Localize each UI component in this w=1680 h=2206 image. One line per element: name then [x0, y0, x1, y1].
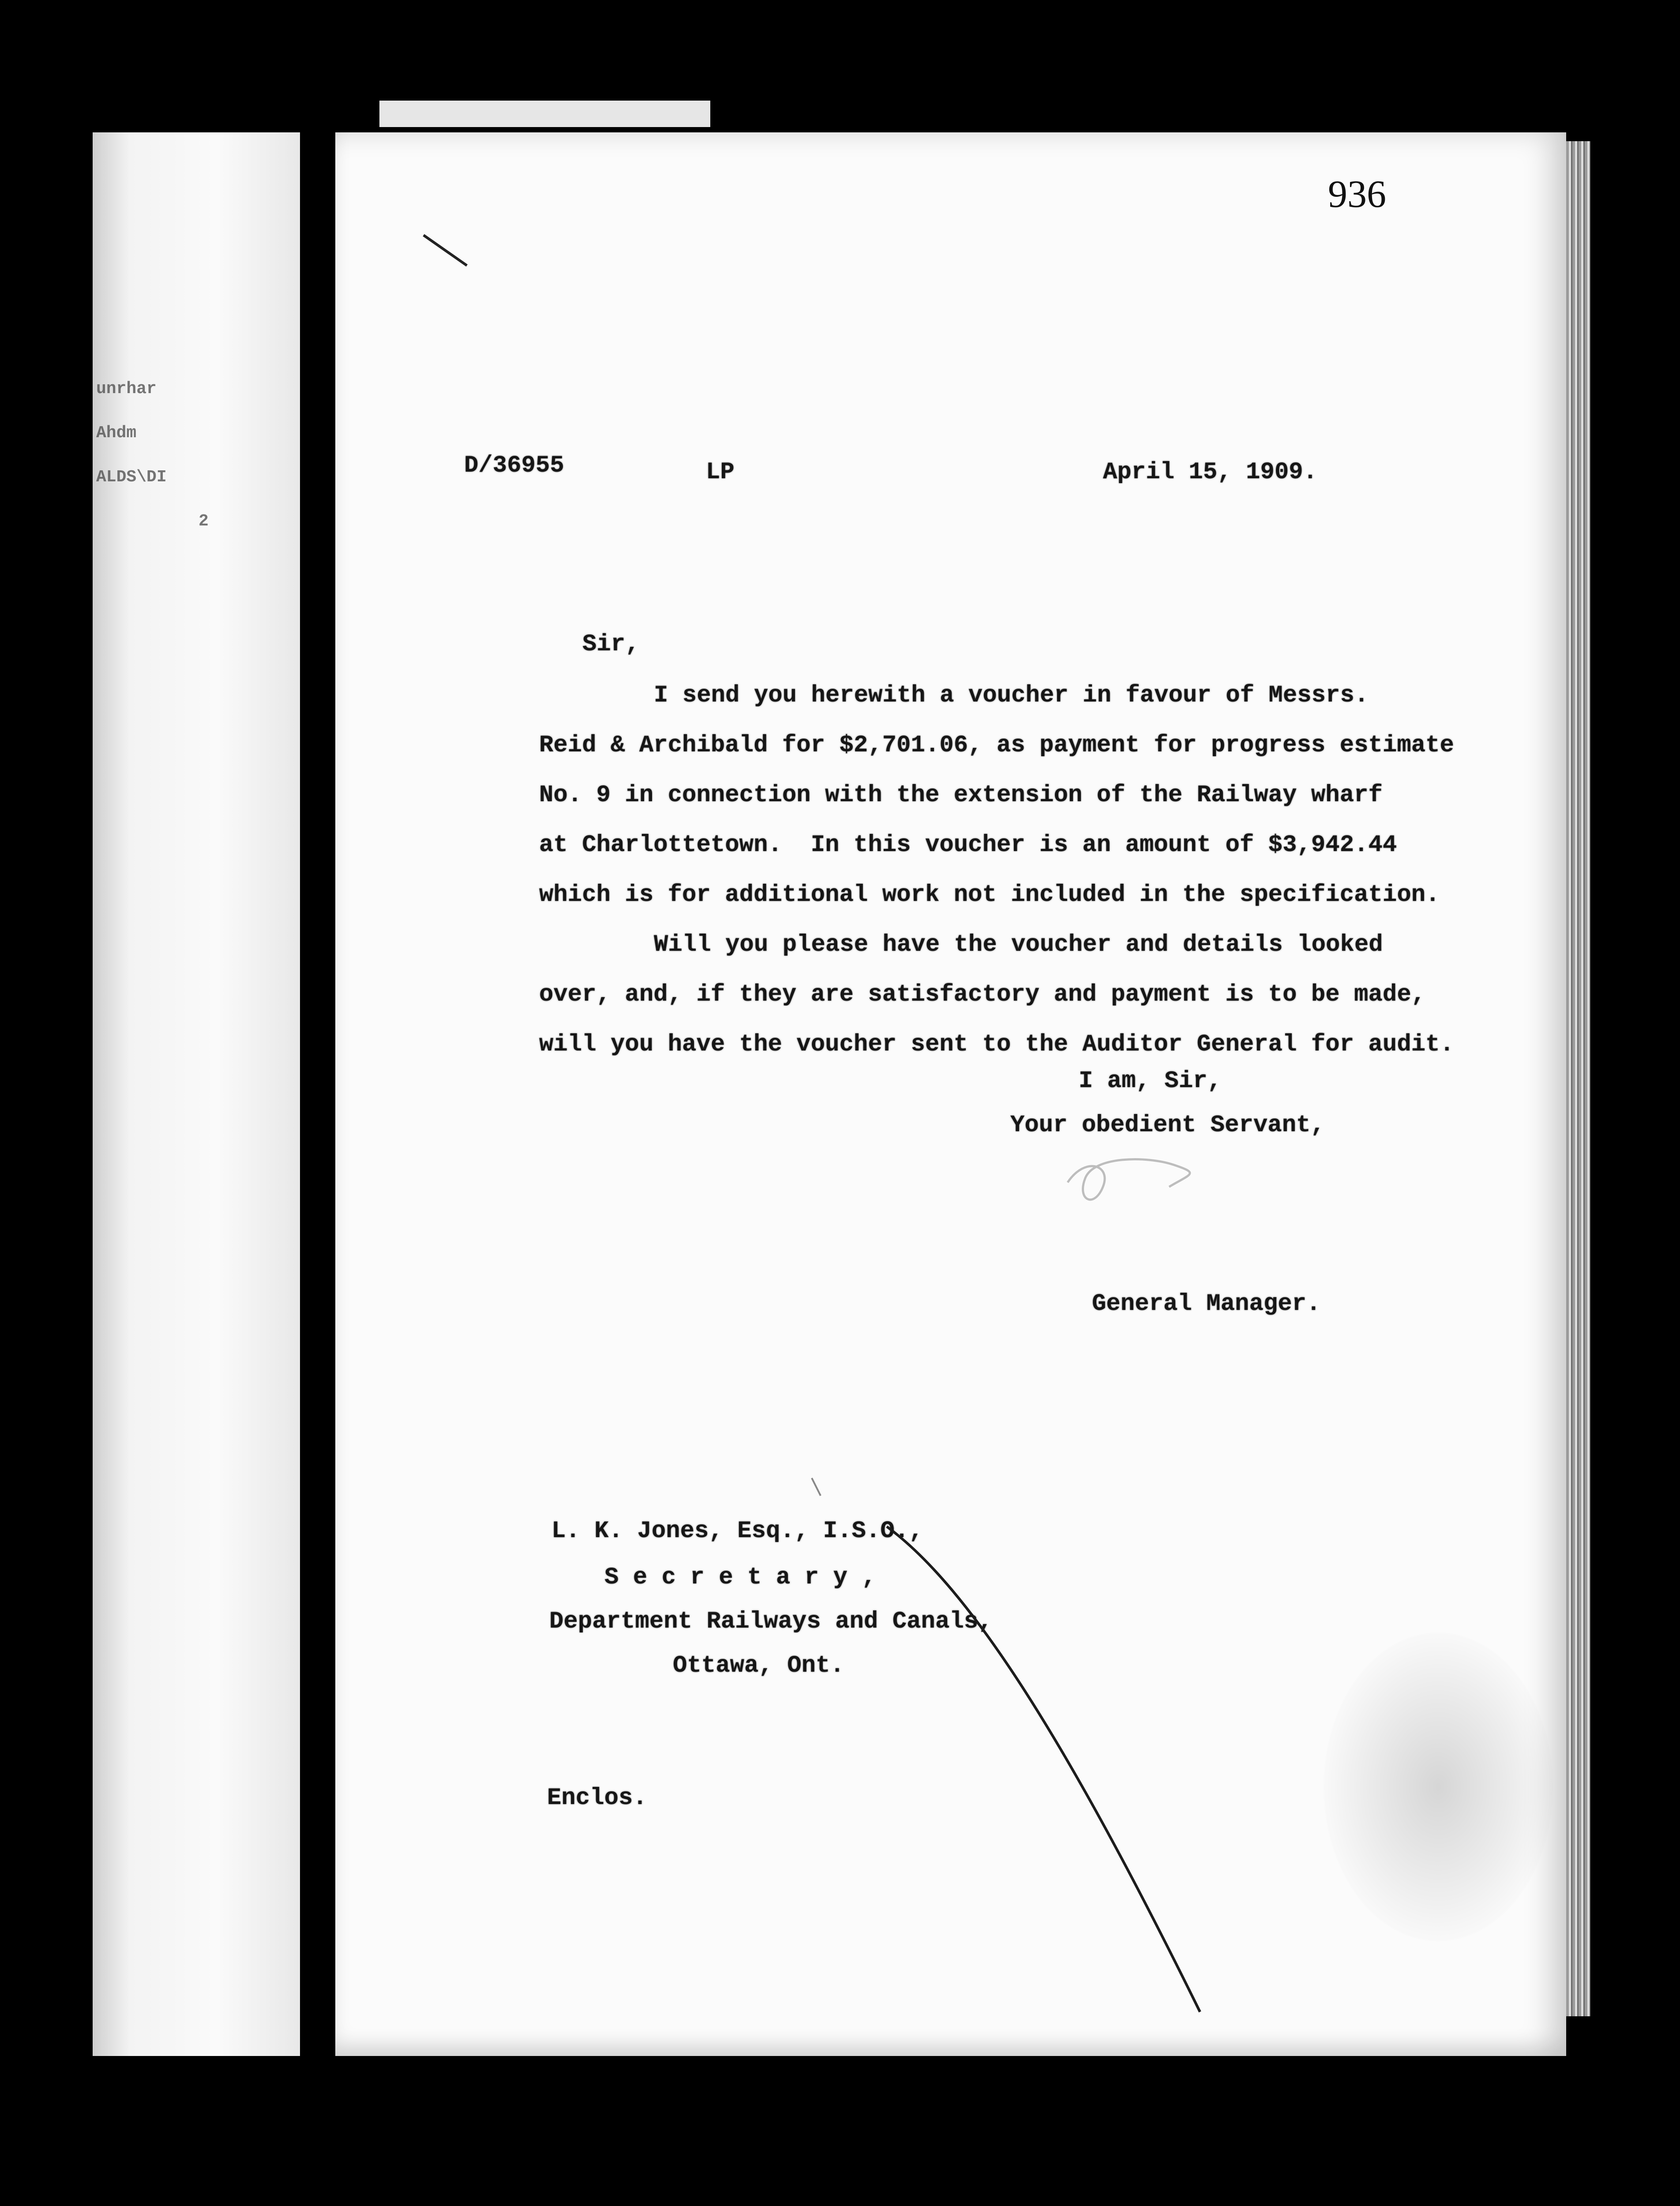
- body-line: No. 9 in connection with the extension of the Railway wharf: [539, 782, 1383, 809]
- adjacent-page-edge: [93, 132, 300, 2056]
- adjacent-page-fragment: Ahdm: [96, 424, 137, 443]
- binding-gutter: [304, 128, 335, 2060]
- body-line: at Charlottetown. In this voucher is an amount of $3,942.44: [539, 832, 1397, 859]
- body-line: will you have the voucher sent to the Auditor General for audit.: [539, 1031, 1454, 1058]
- adjacent-page-fragment: ALDS\DI: [96, 468, 167, 487]
- recipient-city: Ottawa, Ont.: [673, 1652, 844, 1679]
- letter-date: April 15, 1909.: [1103, 459, 1318, 486]
- recipient-name: L. K. Jones, Esq., I.S.O.,: [551, 1518, 923, 1545]
- file-reference: D/36955: [464, 452, 564, 479]
- signatory-title: General Manager.: [1092, 1291, 1321, 1317]
- adjacent-page-fragment: unrhar: [96, 379, 157, 398]
- recipient-department: Department Railways and Canals,: [549, 1608, 993, 1635]
- stacked-page-edges: [1566, 141, 1590, 2016]
- closing-line: I am, Sir,: [1079, 1068, 1222, 1095]
- adjacent-page-fragment: 2: [199, 512, 209, 531]
- salutation: Sir,: [582, 631, 640, 658]
- letter-body: [539, 671, 1454, 1069]
- body-line: Will you please have the voucher and details looked: [654, 931, 1383, 958]
- body-line: Reid & Archibald for $2,701.06, as payment for progress estimate: [539, 732, 1454, 759]
- enclosure-note: Enclos.: [547, 1785, 647, 1812]
- body-line: over, and, if they are satisfactory and payment is to be made,: [539, 981, 1426, 1008]
- closing-line: Your obedient Servant,: [1010, 1112, 1325, 1139]
- body-line: which is for additional work not included in the specification.: [539, 882, 1440, 908]
- recipient-title: S e c r e t a r y ,: [604, 1564, 876, 1591]
- body-line: I send you herewith a voucher in favour of Messrs.: [654, 682, 1369, 709]
- typist-initials: LP: [706, 459, 735, 486]
- faint-signature: [1059, 1147, 1200, 1204]
- page-smudge: [1324, 1632, 1553, 1941]
- page-tab: [379, 101, 710, 127]
- page-number: 936: [1328, 173, 1386, 216]
